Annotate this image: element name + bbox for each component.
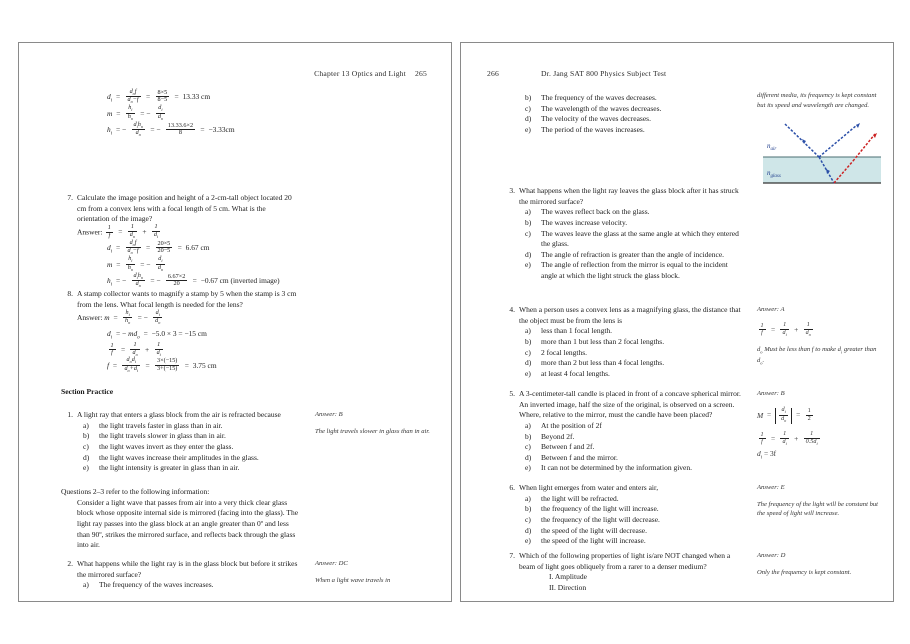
choice-c-text: The waves leave the glass at the same angle at which they entered the glass. [541,228,739,249]
question-7-text: Calculate the image position and height of a 2-cm-tall object located 20 cm from a convex lens with a focal length of 5 cm. What is the orientation of the image? [77,193,292,224]
left-running-head-text: Chapter 13 Optics and Light [314,69,406,78]
choice-e-letter: e) [525,124,531,134]
choice-e-text: at least 4 focal lengths. [541,368,610,378]
choice-d-text: more than 2 but less than 4 focal lengths. [541,358,665,368]
equation-m-q7: m = $\frac{h_i}{h_o}$ = − $\frac{d_i}{d_o}$ [107,255,164,273]
choice-c-letter: c) [525,442,531,452]
q8-f-num: 3×(−15) [156,357,178,365]
choice-e[interactable] [525,463,741,474]
choice-d[interactable] [525,526,741,537]
equation-di-q7: $d_i$ = $\frac{d_of}{d_o-f}$ = $\frac{20\times 5}{20-5}$ = 6.67 cm [107,238,210,256]
question-1-margin [315,410,439,436]
q4-note-rest: Must be less than f to make d [764,345,841,353]
question-4-number: 4. [509,305,515,314]
choice-c[interactable] [525,515,741,526]
question-4-note: $d_o$ Must be less than f to make $d_i$ greater than $d_o$. [757,345,877,365]
choice-d[interactable] [525,358,741,369]
question-5-text: A 3-centimeter-tall candle is placed in front of a concave spherical mirror. An inverted image, half the size of the original, is observed on a screen. Where, relative to the mirror, must the candle have been placed? [519,389,741,420]
choice-c[interactable] [525,104,741,115]
question-7-right-answer-label: Answer: D [757,552,786,559]
question-6 [503,483,741,547]
choice-b-letter: b) [525,504,532,514]
choice-b-letter: b) [83,431,90,441]
choice-a-letter: a) [83,420,89,430]
choice-a-letter: a) [525,420,531,430]
q8-di-result: −5.0 × 3 = −15 cm [151,328,207,338]
question-4-choices [503,326,741,379]
question-4-text: When a person uses a convex lens as a magnifying glass, the distance that the object must be from the lens is [519,305,741,325]
choice-a-letter: a) [525,493,531,503]
choice-a[interactable] [83,580,299,591]
choice-a[interactable] [525,207,741,218]
choice-c-letter: c) [525,347,531,357]
question-7-right-margin [757,551,881,577]
question-2-note: When a light wave travels in [315,576,391,584]
question-4-margin [757,305,881,366]
choice-c-text: Between f and 2f. [541,442,595,452]
question-2-number: 2. [67,559,73,568]
choice-b-text: more than 1 but less than 2 focal lengths. [541,336,665,346]
equation-di-top: $d_i$ = $\frac{d_of}{d_o-f}$ = $\frac{8\times 5}{8-5}$ = 13.33 cm [107,87,211,105]
choice-a-text: the light travels faster in glass than in air. [99,420,223,430]
top-di-result: 13.33 cm [182,91,211,101]
equation-lens-formula-q4: $\frac{1}{f}$ = $\frac{1}{d_i}$ + $\frac{1}{d_o}$ [760,321,811,337]
q7-hi-result: −0.67 cm (inverted image) [200,276,280,286]
choice-e[interactable] [525,536,741,547]
choice-d-letter: d) [525,249,532,259]
choice-b-letter: b) [525,336,532,346]
choice-b-letter: b) [525,93,532,102]
question-6-choices [503,494,741,547]
equation-f-q8: f = $\frac{d_od_i}{d_o+d_i}$ = $\frac{3\times(-15)}{3+(-15)}$ = 3.75 cm [107,356,217,374]
choice-d-text: The velocity of the waves decreases. [541,114,651,124]
choice-e-text: The period of the waves increases. [541,124,645,134]
choice-e[interactable] [525,125,741,136]
choice-d-letter: d) [525,525,532,535]
refraction-diagram-icon [757,114,885,206]
question-7-right-number: 7. [509,551,515,560]
question-7-answer-label: Answer: [77,227,103,237]
choice-e[interactable] [83,463,299,474]
choice-e[interactable] [525,260,741,281]
choice-a[interactable] [525,494,741,505]
choice-e-letter: e) [525,368,531,378]
top-frac-num: 8×5 [157,88,168,96]
right-running-head [487,69,666,78]
choice-b-letter: b) [525,431,532,441]
question-7-right-note: Only the frequency is kept constant. [757,568,852,576]
question-3-choices [503,207,741,281]
passage-heading: Questions 2–3 refer to the following information: [61,487,210,496]
question-2-margin [315,559,439,585]
choice-e-text: It can not be determined by the information given. [541,463,692,473]
question-6-number: 6. [509,483,515,492]
choice-c-text: the frequency of the light will decrease. [541,514,660,524]
incident-ray [785,124,819,157]
choice-b-text: The frequency of the waves decreases. [541,93,657,102]
question-1-note: The light travels slower in glass than in air. [315,427,430,435]
equation-m-q8: m = $\frac{h_i}{h_o}$ = − $\frac{d_i}{d_o}$ [104,308,161,326]
question-5-number: 5. [509,389,515,398]
choice-c[interactable] [83,442,299,453]
q7-hi-num: 6.67×2 [167,272,186,280]
question-3-number: 3. [509,186,515,195]
choice-c-letter: c) [525,228,531,238]
question-7-number: 7. [67,193,73,202]
equation-lens-formula-q8: $\frac{1}{f}$ = $\frac{1}{d_o}$ + $\frac{1}{d_i}$ [110,341,161,357]
equation-hi-q7: $h_i$ = − $\frac{d_ih_o}{d_o}$ = − $\frac{6.67\times 2}{20}$ = −0.67 cm (inverted image) [107,271,280,289]
question-1-choices [61,421,299,474]
choice-a-text: The waves reflect back on the glass. [541,207,650,217]
choice-b-text: Beyond 2f. [541,431,575,441]
question-7-roman-options [503,572,741,593]
reflected-ray-arrow [856,123,860,128]
question-5-answer-label: Answer: B [757,390,785,397]
choice-d-letter: d) [525,114,532,124]
top-hi-den: 8 [166,129,195,137]
choice-c-text: The wavelength of the waves decreases. [541,103,662,113]
q5-di-result: = 3f [763,449,777,459]
q7-di-result: 6.67 cm [185,242,210,252]
choice-a-text: less than 1 focal length. [541,326,613,336]
refraction-figure-caption: different media, its frequency is kept constant but its speed and wavelength are changed. [757,92,877,109]
question-6-answer-label: Answer: E [757,484,785,491]
right-folio: 266 [487,69,499,78]
choice-e-letter: e) [525,463,531,473]
choice-d[interactable] [83,453,299,464]
q5-M-symbol: M [757,410,764,420]
q7-di-den: 20−5 [157,247,171,255]
question-6-text: When light emerges from water and enters air, [519,483,659,492]
roman-option-ii[interactable]: II. Direction [549,582,587,592]
question-2-continued-choices [503,93,741,136]
question-5 [503,389,741,474]
q8-f-den: 3+(−15) [156,364,178,372]
roman-option-i[interactable]: I. Amplitude [549,572,587,582]
question-3 [503,186,741,282]
choice-a-letter: a) [525,326,531,336]
choice-a[interactable] [525,421,741,432]
right-page [460,42,894,602]
question-7-math-block [61,240,299,290]
choice-d[interactable] [525,250,741,261]
choice-b[interactable] [83,431,299,442]
question-6-note: The frequency of the light will be constant but the speed of light will increase. [757,500,878,518]
choice-a[interactable] [525,326,741,337]
question-8-text: A stamp collector wants to magnify a stamp by 5 when the stamp is 3 cm from the lens. What focal length is needed for the lens? [77,289,297,309]
question-8-answer-label: Answer: [77,313,103,323]
choice-e-text: the light intensity is greater in glass than in air. [99,463,240,473]
left-folio: 265 [415,69,427,78]
question-1-text: A light ray that enters a glass block from the air is refracted because [77,410,281,419]
question-2-text: What happens while the light ray is in the glass block but before it strikes the mirrored surface? [77,559,298,579]
question-2 [61,559,299,591]
carryover-math-block [107,89,407,139]
question-1-number: 1. [67,410,73,419]
choice-b[interactable] [525,93,741,104]
question-8-number: 8. [67,289,73,298]
question-3-text: What happens when the light ray leaves the glass block after it has struck the mirrored surface? [519,186,739,206]
choice-c[interactable] [525,229,741,250]
choice-c[interactable] [525,442,741,453]
choice-c[interactable] [525,348,741,359]
question-6-margin [757,483,881,519]
choice-a-text: the light will be refracted. [541,493,619,503]
choice-a[interactable] [83,421,299,432]
q7-hi-den: 20 [166,280,187,288]
q7-di-num: 20×5 [157,239,171,247]
refraction-figure-block [757,91,885,211]
question-7-right [503,551,741,594]
question-5-choices [503,421,741,474]
equation-magnification-q5: M = $\frac{d_i}{d_o}$ = $\frac{1}{2}$ [757,406,811,423]
choice-e-letter: e) [83,463,89,473]
choice-d-text: the light waves increase their amplitudes in the glass. [99,452,259,462]
passage-body: Consider a light wave that passes from air into a very thick clear glass block whose opposite internal side is mirrored (facing into the glass). The light ray passes into the glass block at an angle greater than 0º and less than 90º, strikes the mirrored surface, and reflects back through the glass into air. [77,497,299,550]
reflected-ray [819,125,857,157]
choice-d[interactable] [525,114,741,125]
left-page [18,42,452,602]
question-8-answer [61,310,299,326]
choice-d-text: the speed of the light will decrease. [541,525,648,535]
choice-b-letter: b) [525,217,532,227]
section-practice-heading: Section Practice [61,387,114,396]
q8-f-result: 3.75 cm [192,360,217,370]
equation-di-q8: $d_i$ = − $md_o = -5.0 \times 3 = -15$ cm [107,328,207,341]
equation-lens-formula-q7: $\frac{1}{f}$ = $\frac{1}{d_o}$ + $\frac{1}{d_i}$ [107,223,159,240]
choice-c-text: 2 focal lengths. [541,347,588,357]
choice-e-letter: e) [525,536,531,546]
choice-b-text: the frequency of the light will increase. [541,504,659,514]
choice-c-letter: c) [83,441,89,451]
choice-e-text: the speed of the light will increase. [541,536,646,546]
question-4 [503,305,741,379]
choice-a-letter: a) [83,580,89,590]
emergent-ray-arrow [873,133,877,138]
question-1-answer-label: Answer: B [315,411,343,418]
choice-c-letter: c) [525,514,531,524]
top-frac-den: 8−5 [157,96,168,104]
question-2-choices [61,580,299,591]
choice-c-letter: c) [525,103,531,113]
question-7 [61,193,299,290]
choice-a-text: The frequency of the waves increases. [99,580,214,590]
question-4-answer-label: Answer: A [757,306,785,313]
question-7-right-text: Which of the following properties of light is/are NOT changed when a beam of light goes obliquely from a rarer to a denser medium? [519,551,731,571]
n-glass-label: $n_{glass}$ [767,169,781,180]
equation-mirror-formula-q5 [757,432,881,463]
question-5-margin [757,389,881,463]
n-air-label: $n_{air}$ [767,142,777,153]
question-7-answer [61,225,299,240]
choice-d-text: Between f and the mirror. [541,452,618,462]
q4-note-rest2: greater than d [757,345,877,364]
top-hi-result: −3.33cm [208,125,235,135]
choice-e-text: The angle of reflection from the mirror is equal to the incident angle at which the light struck the glass block. [541,260,728,281]
question-8-math-block [61,327,299,374]
q4-note-do: $d_o$ [757,345,763,355]
q5-eq-line2: $d_i = 3f$ [757,449,777,461]
choice-b-text: the light travels slower in glass than in air. [99,431,226,441]
equation-m-top: m = $\frac{h_i}{h_o}$ = − $\frac{d_i}{d_o}$ [107,104,164,122]
choice-d[interactable] [525,453,741,464]
choice-a-letter: a) [525,207,531,217]
equation-hi-top: $h_i$ = − $\frac{d_ih_o}{d_o}$ = − $\frac{13.33.6\times 2}{8}$ = −3.33cm [107,120,235,138]
passage-questions-2-3 [61,487,299,551]
choice-d-letter: d) [83,452,90,462]
top-hi-num: 13.33.6×2 [167,121,194,129]
choice-a-text: At the position of 2f [541,420,602,430]
choice-d-letter: d) [525,358,532,368]
choice-e-letter: e) [525,260,531,270]
q5-half-den: 2 [807,414,811,422]
choice-b[interactable] [525,218,741,229]
choice-b[interactable] [525,337,741,348]
choice-d-text: The angle of refraction is greater than the angle of incidence. [541,249,725,259]
q5-eq-line1: $\frac{1}{f}$ = $\frac{1}{d_i}$ + $\frac{1}{0.5d_i}$ [760,430,818,447]
choice-b[interactable] [525,432,741,443]
question-8 [61,289,299,374]
choice-b-text: The waves increase velocity. [541,217,628,227]
choice-c-text: the light waves invert as they enter the glass. [99,441,234,451]
choice-b[interactable] [525,504,741,515]
choice-e[interactable] [525,369,741,380]
right-running-head-text: Dr. Jang SAT 800 Physics Subject Test [541,69,667,78]
q5-half-num: 1 [807,407,811,415]
choice-d-letter: d) [525,452,532,462]
question-1 [61,410,299,474]
left-running-head [314,69,427,78]
question-2-answer-label: Answer: DC [315,560,348,567]
